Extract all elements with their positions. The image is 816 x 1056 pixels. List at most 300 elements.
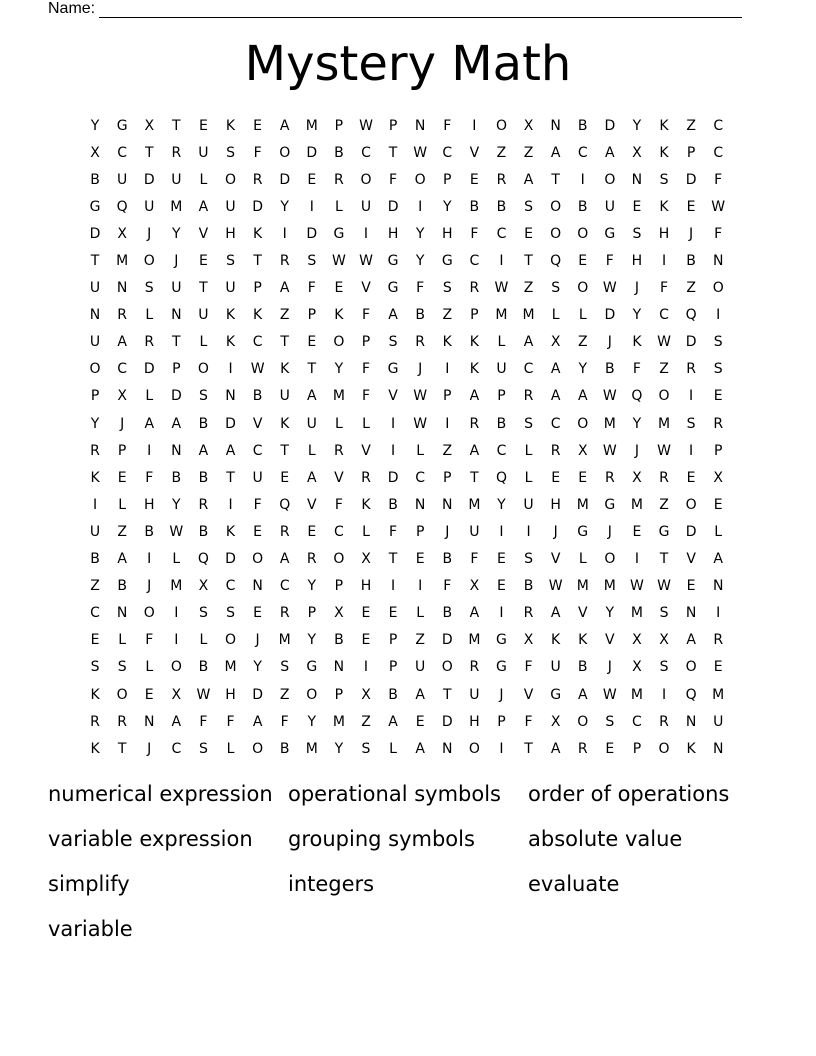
grid-letter: B xyxy=(415,307,426,324)
grid-letter: W xyxy=(657,334,672,351)
grid-letter: X xyxy=(632,144,643,161)
grid-letter: D xyxy=(170,388,183,405)
grid-letter: W xyxy=(359,253,374,270)
grid-letter: D xyxy=(279,171,292,188)
grid-letter: O xyxy=(604,171,617,188)
grid-letter: E xyxy=(253,117,264,134)
grid-letter: G xyxy=(306,659,319,676)
grid-letter: M xyxy=(603,578,617,595)
grid-letter: B xyxy=(198,659,210,676)
grid-letter: P xyxy=(117,442,128,459)
grid-letter: M xyxy=(603,415,617,432)
grid-letter: A xyxy=(279,280,291,297)
grid-letter: R xyxy=(496,171,508,188)
grid-letter: D xyxy=(604,307,617,324)
grid-letter: Q xyxy=(495,469,508,486)
grid-letter: M xyxy=(170,578,184,595)
grid-letter: E xyxy=(198,253,209,270)
grid-letter: L xyxy=(145,307,155,324)
grid-letter: B xyxy=(577,659,589,676)
grid-letter: A xyxy=(307,388,318,405)
grid-letter: P xyxy=(713,442,724,459)
grid-letter: S xyxy=(144,280,155,297)
grid-letter: U xyxy=(171,171,183,188)
grid-letter: F xyxy=(280,713,290,730)
grid-letter: R xyxy=(469,659,481,676)
grid-letter: U xyxy=(713,713,725,730)
grid-letter: B xyxy=(523,578,535,595)
grid-letter: U xyxy=(496,361,508,378)
grid-letter: I xyxy=(391,578,397,595)
grid-letter: D xyxy=(685,523,698,540)
grid-letter: Z xyxy=(442,442,454,459)
grid-letter: X xyxy=(171,686,183,703)
grid-letter: W xyxy=(494,280,510,297)
grid-letter: I xyxy=(716,605,722,622)
grid-letter: E xyxy=(307,171,318,188)
grid-letter: C xyxy=(252,442,264,459)
grid-letter: G xyxy=(604,225,617,242)
grid-letter: W xyxy=(169,523,185,540)
grid-letter: I xyxy=(526,523,532,540)
word-bank-item: order of operations xyxy=(528,782,730,806)
grid-letter: F xyxy=(361,388,372,405)
grid-letter: P xyxy=(334,117,345,134)
grid-letter: L xyxy=(524,469,534,486)
grid-letter: I xyxy=(499,740,505,757)
grid-letter: O xyxy=(441,659,454,676)
grid-letter: F xyxy=(470,551,480,568)
grid-letter: V xyxy=(686,551,697,568)
grid-letter: F xyxy=(714,171,724,188)
grid-letter: F xyxy=(470,225,480,242)
grid-letter: N xyxy=(631,171,644,188)
grid-letter: C xyxy=(659,307,670,324)
grid-letter: X xyxy=(632,632,643,649)
grid-letter: F xyxy=(632,361,642,378)
grid-letter: U xyxy=(360,198,373,215)
grid-letter: U xyxy=(469,686,481,703)
grid-letter: L xyxy=(199,171,209,188)
grid-letter: F xyxy=(416,280,426,297)
word-bank-item: simplify xyxy=(48,872,130,896)
grid-letter: O xyxy=(550,225,563,242)
grid-letter: Y xyxy=(632,307,643,324)
grid-letter: R xyxy=(550,442,562,459)
grid-letter: V xyxy=(523,686,535,703)
grid-letter: C xyxy=(713,144,725,161)
grid-letter: F xyxy=(605,253,615,270)
grid-letter: E xyxy=(361,632,372,649)
grid-letter: O xyxy=(89,361,102,378)
grid-letter: A xyxy=(171,713,183,730)
grid-letter: L xyxy=(362,523,371,540)
grid-letter: X xyxy=(550,334,562,351)
grid-letter: G xyxy=(387,361,400,378)
grid-letter: T xyxy=(144,144,155,161)
grid-letter: S xyxy=(280,659,291,676)
word-bank xyxy=(48,778,768,958)
grid-letter: U xyxy=(604,198,616,215)
name-field xyxy=(48,0,742,18)
grid-letter: L xyxy=(362,415,371,432)
grid-letter: O xyxy=(658,740,671,757)
grid-letter: G xyxy=(496,632,508,649)
grid-letter: V xyxy=(550,551,562,568)
grid-letter: W xyxy=(630,578,645,595)
grid-letter: G xyxy=(550,686,563,703)
grid-letter: O xyxy=(550,198,563,215)
grid-letter: Z xyxy=(442,307,454,324)
grid-letter: J xyxy=(418,361,424,378)
grid-letter: E xyxy=(713,388,724,405)
grid-letter: E xyxy=(388,605,399,622)
grid-letter: S xyxy=(117,659,128,676)
grid-letter: Q xyxy=(685,686,698,703)
grid-letter: K xyxy=(469,361,480,378)
grid-letter: R xyxy=(252,171,264,188)
grid-letter: S xyxy=(551,280,562,297)
grid-letter: U xyxy=(89,523,102,540)
grid-letter: M xyxy=(278,632,292,649)
grid-letter: G xyxy=(116,117,129,134)
grid-letter: A xyxy=(279,551,291,568)
grid-letter: K xyxy=(442,334,453,351)
grid-letter: C xyxy=(442,144,454,161)
grid-letter: R xyxy=(306,551,318,568)
grid-letter: E xyxy=(280,469,291,486)
grid-letter: Q xyxy=(685,307,698,324)
word-bank-item: grouping symbols xyxy=(288,827,475,851)
grid-letter: P xyxy=(497,388,507,405)
grid-letter: T xyxy=(551,171,561,188)
grid-letter: O xyxy=(116,686,129,703)
grid-letter: F xyxy=(714,225,724,242)
grid-letter: K xyxy=(280,361,291,378)
grid-letter: E xyxy=(578,469,589,486)
grid-letter: W xyxy=(657,578,672,595)
grid-letter: J xyxy=(445,523,451,540)
grid-letter: O xyxy=(225,632,238,649)
grid-letter: A xyxy=(523,171,535,188)
grid-letter: N xyxy=(685,713,698,730)
grid-letter: M xyxy=(468,496,482,513)
grid-letter: O xyxy=(604,551,617,568)
grid-letter: L xyxy=(307,442,317,459)
grid-letter: J xyxy=(634,442,640,459)
grid-letter: I xyxy=(445,361,451,378)
grid-letter: A xyxy=(388,307,399,324)
grid-letter: K xyxy=(253,307,264,324)
grid-letter: J xyxy=(689,225,695,242)
grid-letter: R xyxy=(334,171,345,188)
grid-letter: L xyxy=(145,659,155,676)
word-bank-item: variable xyxy=(48,917,133,941)
grid-letter: K xyxy=(469,334,480,351)
grid-letter: K xyxy=(280,415,291,432)
grid-letter: E xyxy=(632,198,643,215)
grid-letter: K xyxy=(551,632,562,649)
grid-letter: F xyxy=(334,496,344,513)
grid-letter: U xyxy=(550,659,562,676)
grid-letter: I xyxy=(391,442,397,459)
grid-letter: K xyxy=(90,469,101,486)
grid-letter: S xyxy=(442,280,453,297)
grid-letter: L xyxy=(226,740,236,757)
grid-letter: B xyxy=(334,144,345,161)
grid-letter: Y xyxy=(253,659,263,676)
grid-letter: W xyxy=(359,117,374,134)
grid-letter: X xyxy=(659,632,670,649)
grid-letter: C xyxy=(632,713,643,730)
grid-letter: P xyxy=(497,713,507,730)
grid-letter: A xyxy=(144,415,156,432)
grid-letter: O xyxy=(577,225,590,242)
grid-letter: E xyxy=(117,469,128,486)
grid-letter: Y xyxy=(90,117,101,134)
grid-letter: Z xyxy=(361,713,372,730)
grid-letter: R xyxy=(117,713,128,730)
grid-letter: F xyxy=(443,117,453,134)
grid-letter: W xyxy=(331,253,347,270)
grid-letter: V xyxy=(361,442,372,459)
grid-letter: S xyxy=(659,605,670,622)
grid-letter: O xyxy=(197,361,210,378)
grid-letter: B xyxy=(469,198,481,215)
grid-letter: M xyxy=(332,388,346,405)
grid-letter: M xyxy=(495,307,509,324)
grid-letter: A xyxy=(550,144,562,161)
grid-letter: E xyxy=(469,171,480,188)
grid-letter: H xyxy=(143,496,156,513)
grid-letter: P xyxy=(253,280,263,297)
grid-letter: P xyxy=(361,334,372,351)
grid-letter: Y xyxy=(632,117,643,134)
grid-letter: K xyxy=(225,117,237,134)
grid-letter: O xyxy=(468,740,481,757)
grid-letter: L xyxy=(578,307,588,324)
grid-letter: S xyxy=(307,253,318,270)
grid-letter: O xyxy=(685,659,698,676)
grid-letter: W xyxy=(413,144,429,161)
grid-letter: I xyxy=(228,361,234,378)
grid-letter: G xyxy=(89,198,102,215)
grid-letter: W xyxy=(602,280,618,297)
grid-letter: I xyxy=(499,253,505,270)
grid-letter: Y xyxy=(605,605,616,622)
grid-letter: S xyxy=(226,605,236,622)
grid-letter: R xyxy=(90,713,101,730)
grid-letter: A xyxy=(252,713,264,730)
grid-letter: L xyxy=(199,632,209,649)
grid-letter: R xyxy=(659,469,670,486)
grid-letter: I xyxy=(418,198,424,215)
grid-letter: J xyxy=(147,225,153,242)
grid-letter: T xyxy=(90,253,101,270)
grid-letter: I xyxy=(445,415,451,432)
grid-letter: S xyxy=(659,659,670,676)
grid-letter: C xyxy=(361,144,372,161)
grid-letter: T xyxy=(199,280,209,297)
grid-letter: C xyxy=(550,415,562,432)
grid-letter: S xyxy=(632,225,643,242)
grid-letter: O xyxy=(577,415,590,432)
page-title: Mystery Math xyxy=(244,36,572,92)
grid-letter: B xyxy=(496,415,508,432)
grid-letter: Y xyxy=(334,361,345,378)
grid-letter: R xyxy=(361,469,372,486)
grid-letter: U xyxy=(523,496,535,513)
grid-letter: W xyxy=(250,361,266,378)
grid-letter: E xyxy=(713,659,724,676)
grid-letter: E xyxy=(686,198,697,215)
grid-letter: S xyxy=(198,740,209,757)
grid-letter: E xyxy=(605,740,616,757)
grid-letter: B xyxy=(334,632,345,649)
grid-letter: D xyxy=(685,334,698,351)
grid-letter: U xyxy=(225,198,237,215)
grid-letter: Z xyxy=(686,117,697,134)
grid-letter: X xyxy=(361,551,372,568)
grid-letter: J xyxy=(147,740,153,757)
grid-letter: W xyxy=(711,198,727,215)
grid-letter: W xyxy=(413,415,429,432)
grid-letter: M xyxy=(468,632,482,649)
grid-letter: B xyxy=(198,469,210,486)
name-label: Name: xyxy=(48,0,96,17)
grid-letter: U xyxy=(144,198,156,215)
grid-letter: Q xyxy=(550,253,563,270)
grid-letter: O xyxy=(577,280,590,297)
grid-letter: I xyxy=(661,253,668,270)
grid-letter: R xyxy=(604,469,616,486)
grid-letter: R xyxy=(144,334,156,351)
grid-letter: S xyxy=(198,388,209,405)
grid-letter: L xyxy=(578,551,588,568)
grid-letter: T xyxy=(172,117,182,134)
grid-letter: T xyxy=(442,686,453,703)
grid-letter: X xyxy=(577,442,589,459)
grid-letter: A xyxy=(388,713,399,730)
grid-letter: T xyxy=(524,740,534,757)
grid-letter: K xyxy=(225,307,237,324)
grid-letter: E xyxy=(415,713,426,730)
grid-letter: C xyxy=(171,740,183,757)
grid-letter: O xyxy=(306,686,319,703)
grid-letter: E xyxy=(686,469,697,486)
grid-letter: E xyxy=(578,253,589,270)
grid-letter: J xyxy=(255,632,261,649)
grid-letter: J xyxy=(553,523,559,540)
grid-letter: B xyxy=(388,686,399,703)
grid-letter: A xyxy=(577,388,589,405)
grid-letter: P xyxy=(90,388,101,405)
grid-letter: A xyxy=(686,632,697,649)
grid-letter: M xyxy=(630,605,644,622)
grid-letter: Z xyxy=(523,144,535,161)
grid-letter: B xyxy=(252,388,264,405)
grid-letter: U xyxy=(469,523,481,540)
grid-letter: W xyxy=(657,442,672,459)
grid-letter: X xyxy=(117,225,128,242)
grid-letter: S xyxy=(659,171,670,188)
grid-letter: A xyxy=(469,388,481,405)
grid-letter: O xyxy=(333,334,346,351)
grid-letter: Q xyxy=(116,198,129,215)
grid-letter: B xyxy=(117,578,128,595)
word-bank-item: integers xyxy=(288,872,375,896)
grid-letter: D xyxy=(441,632,454,649)
grid-letter: F xyxy=(659,280,670,297)
grid-letter: I xyxy=(363,225,370,242)
grid-letter: Y xyxy=(632,415,643,432)
grid-letter: V xyxy=(307,496,318,513)
grid-letter: M xyxy=(224,659,238,676)
grid-letter: L xyxy=(334,198,344,215)
grid-letter: J xyxy=(607,334,613,351)
grid-letter: U xyxy=(306,415,318,432)
grid-letter: Y xyxy=(172,496,182,513)
grid-letter: F xyxy=(443,578,453,595)
grid-letter: I xyxy=(499,523,505,540)
grid-letter: C xyxy=(279,578,291,595)
grid-letter: E xyxy=(686,578,697,595)
grid-letter: X xyxy=(550,713,562,730)
grid-letter: P xyxy=(686,144,697,161)
grid-letter: G xyxy=(658,523,671,540)
grid-letter: D xyxy=(306,225,319,242)
grid-letter: Y xyxy=(334,740,345,757)
grid-letter: I xyxy=(689,388,695,405)
grid-letter: I xyxy=(174,605,180,622)
grid-letter: A xyxy=(550,388,562,405)
grid-letter: L xyxy=(551,307,561,324)
grid-letter: Z xyxy=(686,280,697,297)
grid-letter: Q xyxy=(631,388,644,405)
grid-letter: W xyxy=(548,578,564,595)
grid-letter: S xyxy=(226,253,236,270)
grid-letter: J xyxy=(147,578,153,595)
grid-letter: A xyxy=(198,442,210,459)
grid-letter: W xyxy=(602,686,618,703)
grid-letter: B xyxy=(496,198,508,215)
grid-letter: P xyxy=(172,361,182,378)
grid-letter: R xyxy=(469,280,481,297)
grid-letter: E xyxy=(307,523,318,540)
grid-letter: F xyxy=(361,307,372,324)
grid-letter: I xyxy=(174,632,180,649)
grid-letter: I xyxy=(147,442,153,459)
grid-letter: I xyxy=(228,496,234,513)
grid-letter: X xyxy=(713,469,724,486)
grid-letter: V xyxy=(334,469,345,486)
grid-letter: J xyxy=(607,523,613,540)
grid-letter: Z xyxy=(415,632,426,649)
grid-letter: P xyxy=(443,171,453,188)
grid-letter: V xyxy=(252,415,264,432)
grid-letter: C xyxy=(90,605,101,622)
grid-letter: E xyxy=(198,117,209,134)
grid-letter: M xyxy=(116,253,130,270)
grid-letter: B xyxy=(198,415,210,432)
grid-letter: J xyxy=(607,659,613,676)
grid-letter: M xyxy=(170,198,184,215)
grid-letter: A xyxy=(550,740,562,757)
grid-letter: M xyxy=(305,740,319,757)
grid-letter: N xyxy=(712,253,725,270)
grid-letter: F xyxy=(199,713,209,730)
grid-letter: R xyxy=(659,713,670,730)
